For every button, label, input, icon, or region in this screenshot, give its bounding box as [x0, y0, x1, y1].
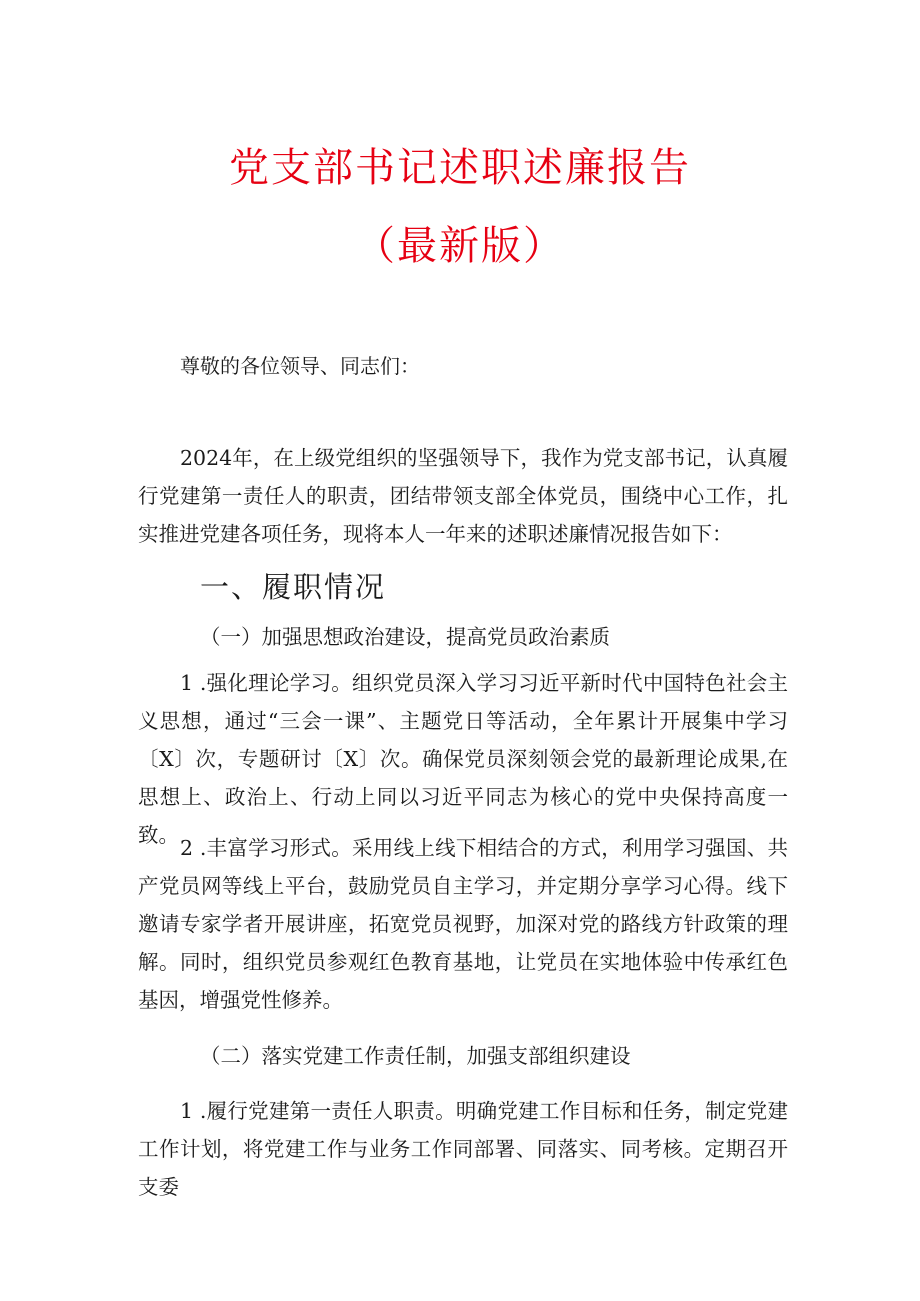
section-1-heading: 一、履职情况 — [200, 570, 387, 604]
paragraph-1-2 — [138, 829, 788, 1019]
subsection-2-heading: （二）落实党建工作责任制，加强支部组织建设 — [200, 1044, 631, 1068]
paragraph-1-1-text: 1 .强化理论学习。组织党员深入学习习近平新时代中国特色社会主义思想，通过“三会一课”、主题党日等活动，全年累计开展集中学习〔X〕次，专题研讨〔X〕次。确保党员深刻领会党的最新理论成果,在思想上、政治上、行动上同以习近平同志为核心的党中央保持高度一致。 — [138, 671, 788, 847]
paragraph-2-1 — [138, 1092, 788, 1206]
paragraph-1-2-text: 2 .丰富学习形式。采用线上线下相结合的方式，利用学习强国、共产党员网等线上平台，鼓励党员自主学习，并定期分享学习心得。线下邀请专家学者开展讲座，拓宽党员视野，加深对党的路线方针政策的理解。同时，组织党员参观红色教育基地，让党员在实地体验中传承红色基因，增强党性修养。 — [138, 836, 788, 1012]
paragraph-2-1-text: 1 .履行党建第一责任人职责。明确党建工作目标和任务，制定党建工作计划，将党建工作与业务工作同部署、同落实、同考核。定期召开支委 — [138, 1099, 788, 1199]
subsection-1-heading: （一）加强思想政治建设，提高党员政治素质 — [200, 625, 610, 649]
salutation: 尊敬的各位领导、同志们： — [180, 354, 420, 378]
document-title: 党支部书记述职述廉报告 — [229, 145, 691, 191]
intro-text: 2024年，在上级党组织的坚强领导下，我作为党支部书记，认真履行党建第一责任人的职责，团结带领支部全体党员，围绕中心工作，扎实推进党建各项任务，现将本人一年来的述职述廉情况报告如下： — [138, 446, 788, 546]
document-subtitle: （最新版） — [355, 223, 565, 269]
intro-paragraph — [138, 439, 788, 553]
paragraph-1-1 — [138, 664, 788, 854]
